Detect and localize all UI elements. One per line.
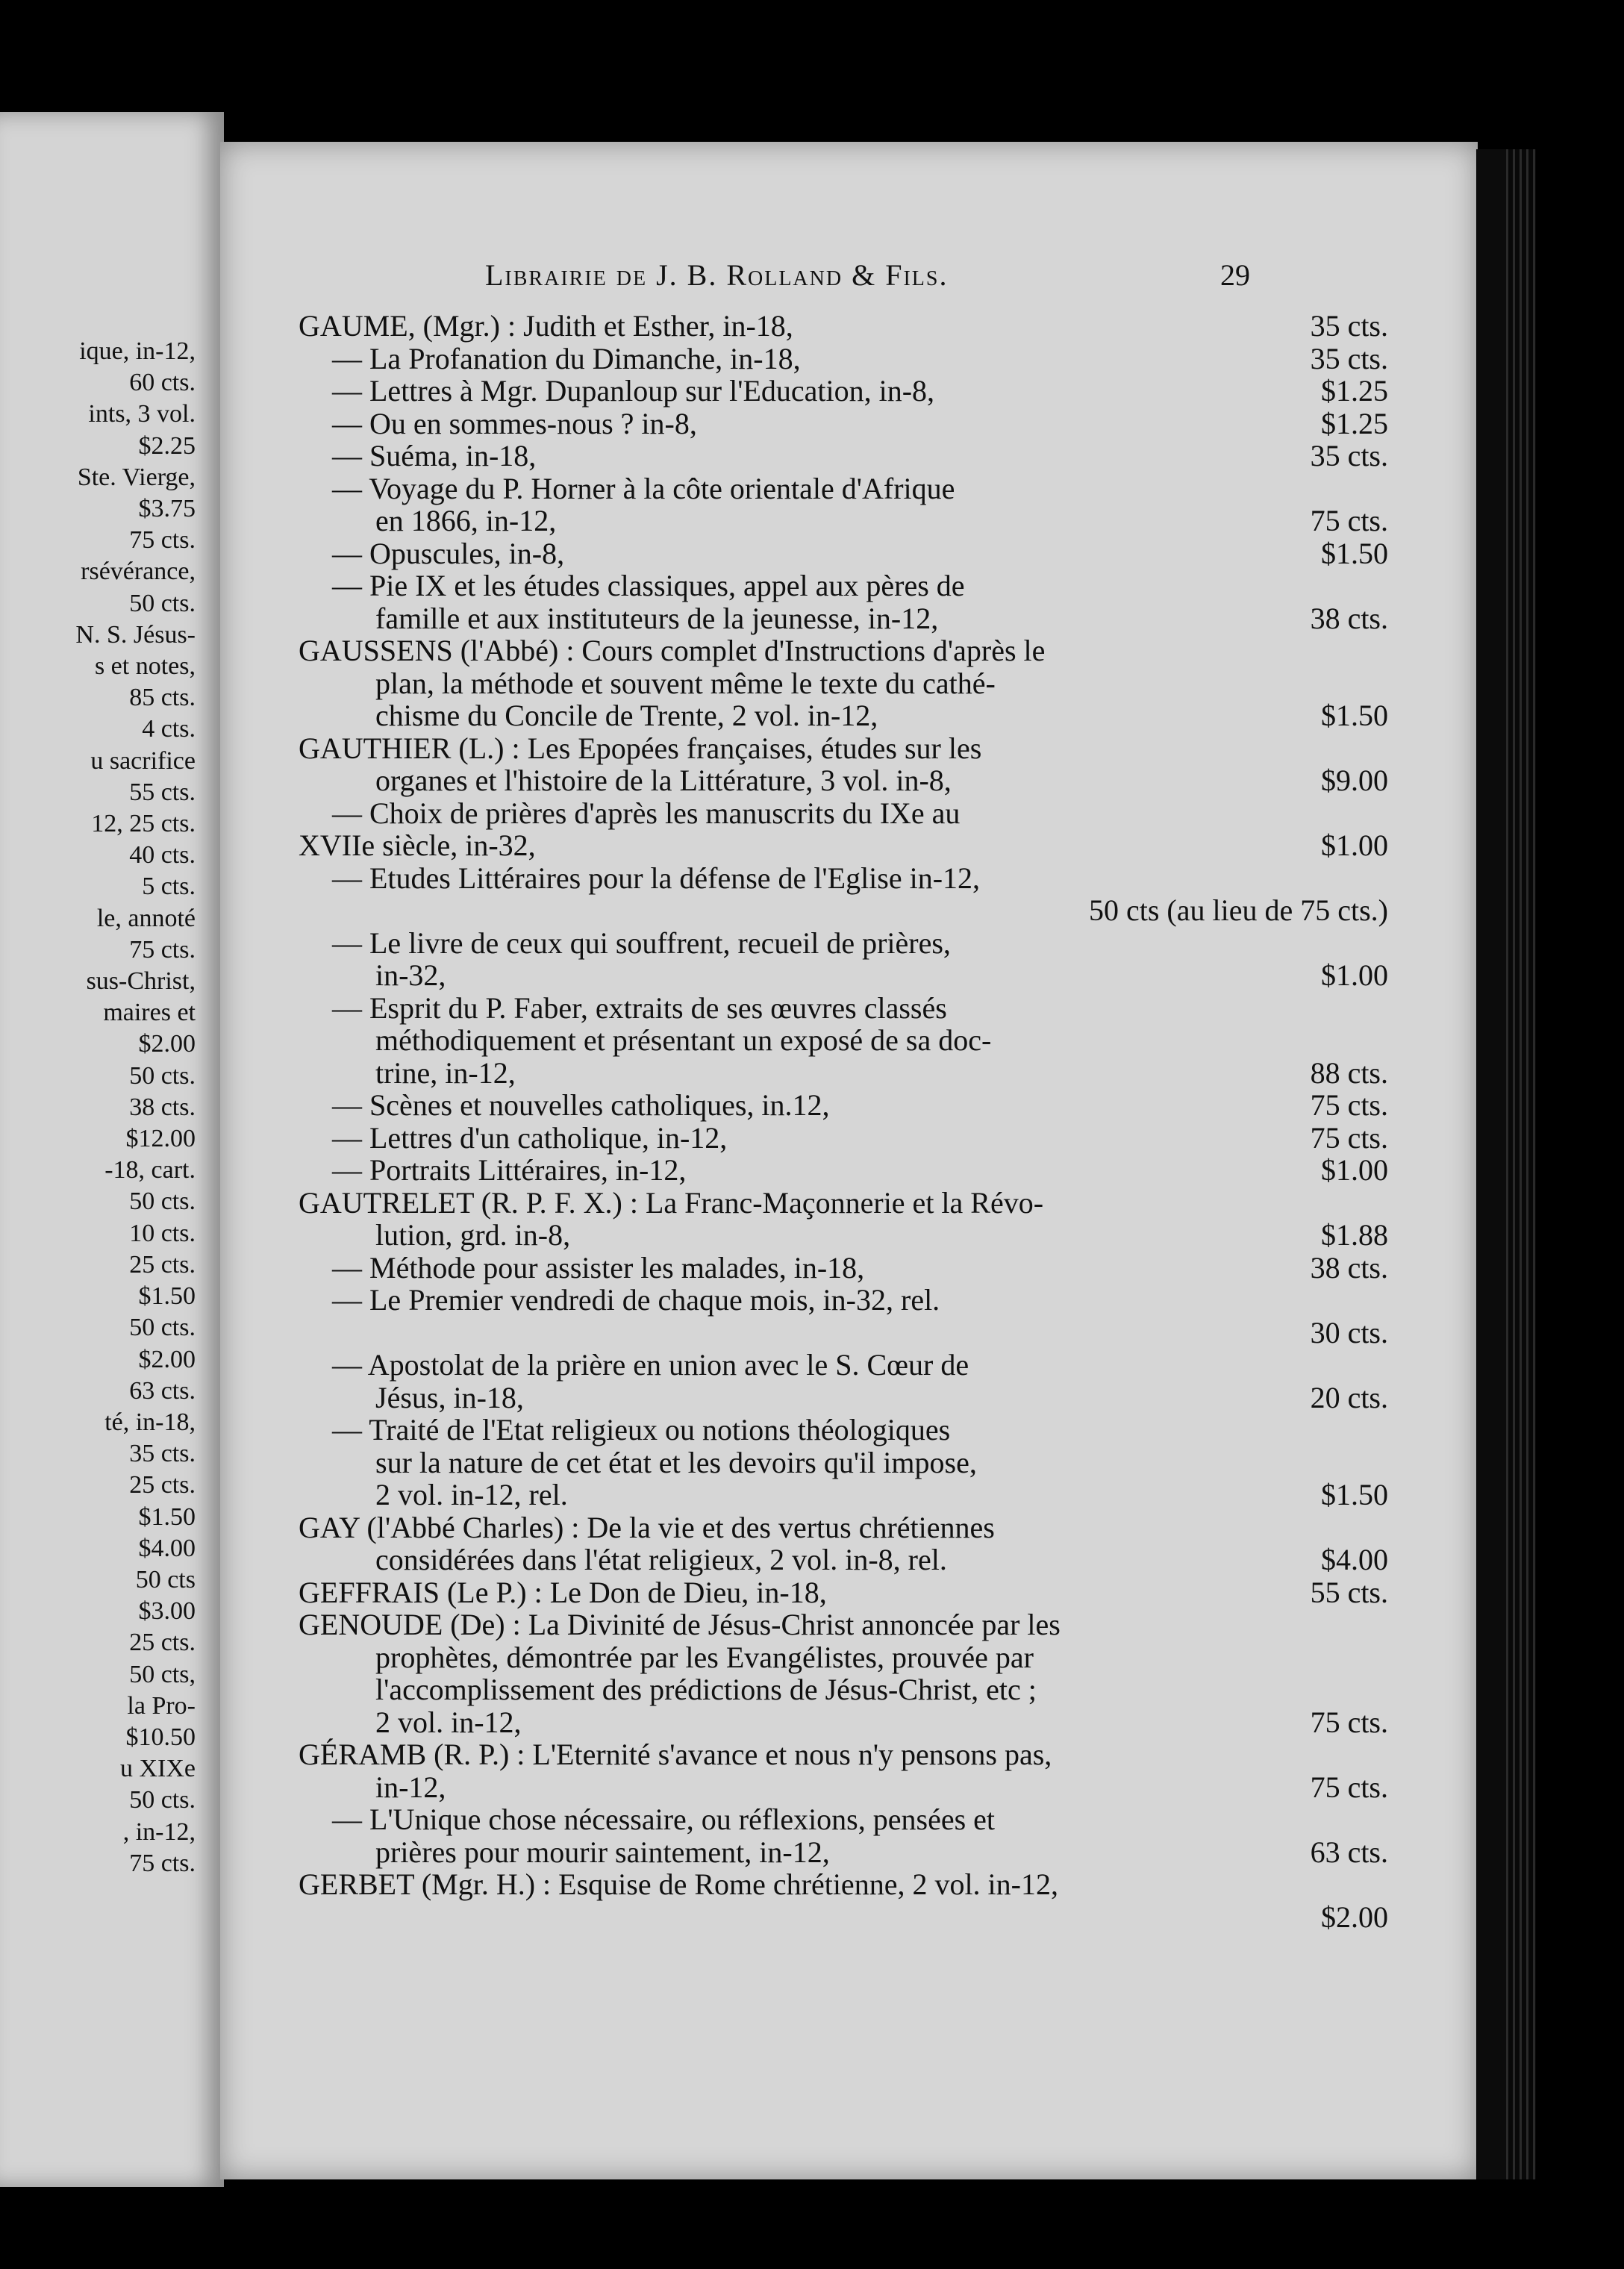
entry-line <box>220 1901 1478 1934</box>
entry-line <box>220 310 1478 343</box>
previous-page-line: u XIXe <box>119 1755 196 1783</box>
previous-page-line: le, annoté <box>96 904 196 932</box>
entry-price: 75 cts. <box>1310 504 1388 537</box>
previous-page-line: 55 cts. <box>129 778 196 806</box>
entry-line <box>220 537 1478 570</box>
entry-line <box>220 1608 1478 1641</box>
previous-page-line: 50 cts <box>135 1565 196 1594</box>
entry-price: $1.00 <box>1321 1153 1388 1187</box>
entry-text: — Etudes Littéraires pour la défense de l'Eglise in-12, <box>332 861 981 895</box>
entry-price: $9.00 <box>1321 764 1388 797</box>
entry-price: 75 cts. <box>1310 1120 1388 1155</box>
previous-page-line: 75 cts. <box>129 526 196 555</box>
previous-page-line: 25 cts. <box>129 1629 196 1657</box>
entry-price: 38 cts. <box>1310 601 1388 635</box>
entry-line <box>220 1479 1478 1511</box>
entry-price: $1.50 <box>1321 536 1388 570</box>
entry-line <box>220 602 1478 635</box>
running-head: Librairie de J. B. Rolland & Fils. <box>485 258 949 292</box>
entry-price: $2.00 <box>1321 1900 1388 1934</box>
entry-text: prophètes, démontrée par les Evangélistes, prouvée par <box>375 1640 1034 1674</box>
entry-text: en 1866, in-12, <box>375 504 557 537</box>
entry-line <box>220 1219 1478 1252</box>
previous-page-line: $2.00 <box>138 1030 196 1058</box>
entry-line <box>220 1349 1478 1382</box>
entry-price: 75 cts. <box>1310 1088 1388 1122</box>
entry-line <box>220 959 1478 992</box>
entry-text: 2 vol. in-12, <box>375 1705 522 1739</box>
entry-line <box>220 634 1478 667</box>
entry-line <box>220 1187 1478 1220</box>
entry-text: GAY (l'Abbé Charles) : De la vie et des vertus chrétiennes <box>299 1510 995 1544</box>
entry-text: lution, grd. in-8, <box>375 1218 571 1252</box>
entry-text: — Le livre de ceux qui souffrent, recueil de prières, <box>332 926 951 960</box>
entry-text: — Lettres d'un catholique, in-12, <box>332 1120 728 1155</box>
entry-text: organes et l'histoire de la Littérature, 3 vol. in-8, <box>375 764 952 797</box>
previous-page-line: -18, cart. <box>104 1156 196 1185</box>
page-edges <box>1506 149 1536 2179</box>
catalogue-page <box>220 142 1478 2179</box>
entry-text: GENOUDE (De) : La Divinité de Jésus-Christ annoncée par les <box>299 1608 1061 1641</box>
entry-text: — Scènes et nouvelles catholiques, in.12, <box>332 1088 830 1122</box>
previous-page-line: maires et <box>103 999 196 1027</box>
previous-page-line: 50 cts. <box>129 589 196 617</box>
entry-line <box>220 1252 1478 1285</box>
previous-page-line: $4.00 <box>138 1534 196 1562</box>
entry-text: chisme du Concile de Trente, 2 vol. in-12, <box>375 699 878 732</box>
entry-price: 88 cts. <box>1310 1055 1388 1090</box>
previous-page-line: 50 cts. <box>129 1187 196 1216</box>
entry-text: 2 vol. in-12, rel. <box>375 1478 568 1511</box>
previous-page-lines <box>0 336 196 1879</box>
previous-page-line: s et notes, <box>94 652 196 681</box>
entry-text: — Choix de prières d'après les manuscrits du IXe au <box>332 796 961 830</box>
previous-page-line: rsévérance, <box>81 558 196 586</box>
entry-text: considérées dans l'état religieux, 2 vol. in-8, rel. <box>375 1543 947 1576</box>
entry-text: GAUTRELET (R. P. F. X.) : La Franc-Maçonnerie et la Révo- <box>299 1185 1044 1220</box>
entry-text: GAUTHIER (L.) : Les Epopées françaises, études sur les <box>299 731 982 765</box>
entry-text: — Traité de l'Etat religieux ou notions théologiques <box>332 1413 951 1446</box>
entry-line <box>220 505 1478 537</box>
previous-page-line: 50 cts. <box>129 1786 196 1814</box>
entry-text: — Suéma, in-18, <box>332 439 537 472</box>
entry-price: $1.00 <box>1321 828 1388 862</box>
entry-line <box>220 797 1478 830</box>
previous-page-fragment <box>0 112 224 2187</box>
previous-page-line: 38 cts. <box>129 1093 196 1121</box>
entry-line <box>220 1836 1478 1869</box>
previous-page-line: sus-Christ, <box>86 967 196 996</box>
previous-page-line: 35 cts. <box>129 1440 196 1468</box>
entry-line <box>220 732 1478 765</box>
entry-price: $1.50 <box>1321 1478 1388 1511</box>
entry-line <box>220 408 1478 440</box>
previous-page-line: 4 cts. <box>142 715 196 743</box>
entry-price: $1.25 <box>1321 374 1388 408</box>
entry-line <box>220 1284 1478 1317</box>
entry-text: Jésus, in-18, <box>375 1380 524 1414</box>
entry-price: $4.00 <box>1321 1543 1388 1576</box>
previous-page-line: ints, 3 vol. <box>88 400 196 428</box>
previous-page-line: u sacrifice <box>90 746 196 775</box>
entry-line <box>220 1446 1478 1479</box>
entry-line <box>220 375 1478 408</box>
book-gutter <box>1476 149 1506 2179</box>
entry-line <box>220 992 1478 1025</box>
entry-line <box>220 764 1478 797</box>
entry-price: 75 cts. <box>1310 1705 1388 1739</box>
previous-page-line: $1.50 <box>138 1502 196 1531</box>
entry-text: — Portraits Littéraires, in-12, <box>332 1153 687 1187</box>
entry-line <box>220 1511 1478 1544</box>
entry-line <box>220 699 1478 732</box>
previous-page-line: 5 cts. <box>142 873 196 901</box>
entry-line <box>220 1771 1478 1804</box>
entry-text: — Ou en sommes-nous ? in-8, <box>332 406 697 440</box>
previous-page-line: 85 cts. <box>129 684 196 712</box>
entry-text: — L'Unique chose nécessaire, ou réflexions, pensées et <box>332 1803 996 1836</box>
previous-page-line: 25 cts. <box>129 1471 196 1499</box>
entry-line <box>220 1057 1478 1090</box>
previous-page-line: ique, in-12, <box>79 337 196 365</box>
entry-price: 35 cts. <box>1310 439 1388 472</box>
page-header <box>220 258 1478 302</box>
entry-line <box>220 1317 1478 1349</box>
entry-line <box>220 862 1478 895</box>
previous-page-line: 50 cts, <box>129 1660 196 1688</box>
entry-text: in-12, <box>375 1770 446 1804</box>
entry-text: — Voyage du P. Horner à la côte orientale d'Afrique <box>332 471 955 505</box>
entry-text: GÉRAMB (R. P.) : L'Eternité s'avance et nous n'y pensons pas, <box>299 1738 1052 1771</box>
previous-page-line: 75 cts. <box>129 935 196 964</box>
entry-price: 50 cts (au lieu de 75 cts.) <box>1089 893 1388 927</box>
entry-line <box>220 472 1478 505</box>
entry-text: XVIIe siècle, in-32, <box>299 828 536 862</box>
previous-page-line: , in-12, <box>122 1817 196 1846</box>
previous-page-line: 50 cts. <box>129 1061 196 1090</box>
entry-line <box>220 1576 1478 1609</box>
entry-text: prières pour mourir saintement, in-12, <box>375 1835 830 1869</box>
entry-text: — Lettres à Mgr. Dupanloup sur l'Education, in-8, <box>332 374 935 408</box>
entry-text: — Le Premier vendredi de chaque mois, in-32, rel. <box>332 1283 940 1317</box>
entry-text: famille et aux instituteurs de la jeunesse, in-12, <box>375 601 939 635</box>
entry-price: 75 cts. <box>1310 1770 1388 1804</box>
entry-text: — Pie IX et les études classiques, appel aux pères de <box>332 569 965 602</box>
previous-page-line: N. S. Jésus- <box>75 620 196 649</box>
entry-price: 38 cts. <box>1310 1250 1388 1285</box>
entry-line <box>220 1738 1478 1771</box>
entry-price: $1.50 <box>1321 699 1388 732</box>
previous-page-line: $3.00 <box>138 1597 196 1626</box>
entry-text: l'accomplissement des prédictions de Jésus-Christ, etc ; <box>375 1673 1037 1706</box>
entry-line <box>220 1154 1478 1187</box>
entry-line <box>220 1868 1478 1901</box>
entry-text: méthodiquement et présentant un exposé de sa doc- <box>375 1023 992 1057</box>
entry-text: GEFFRAIS (Le P.) : Le Don de Dieu, in-18, <box>299 1575 827 1609</box>
previous-page-line: 12, 25 cts. <box>91 810 196 838</box>
entry-price: 30 cts. <box>1310 1315 1388 1349</box>
previous-page-line: $10.50 <box>125 1723 196 1751</box>
entry-line <box>220 1641 1478 1674</box>
entry-text: — Opuscules, in-8, <box>332 536 565 570</box>
entry-price: 35 cts. <box>1310 341 1388 375</box>
previous-page-line: la Pro- <box>127 1691 196 1720</box>
entry-line <box>220 1414 1478 1446</box>
entry-line <box>220 1544 1478 1576</box>
entry-line <box>220 1089 1478 1122</box>
previous-page-line: 10 cts. <box>129 1219 196 1247</box>
catalogue-entries <box>220 310 1478 1933</box>
page-number: 29 <box>1220 258 1250 292</box>
previous-page-line: $12.00 <box>125 1125 196 1153</box>
entry-text: — Esprit du P. Faber, extraits de ses œuvres classés <box>332 990 947 1025</box>
entry-text: — Apostolat de la prière en union avec le S. Cœur de <box>332 1348 969 1382</box>
entry-text: in-32, <box>375 958 446 992</box>
previous-page-line: $2.25 <box>138 431 196 460</box>
entry-line <box>220 1706 1478 1739</box>
previous-page-line: té, in-18, <box>104 1408 196 1436</box>
entry-line <box>220 343 1478 375</box>
entry-price: 35 cts. <box>1310 309 1388 343</box>
entry-line <box>220 1803 1478 1836</box>
entry-line <box>220 927 1478 960</box>
previous-page-line: 40 cts. <box>129 841 196 870</box>
entry-text: plan, la méthode et souvent même le texte du cathé- <box>375 666 996 700</box>
entry-price: 55 cts. <box>1310 1575 1388 1609</box>
entry-line <box>220 1024 1478 1057</box>
entry-text: sur la nature de cet état et les devoirs qu'il impose, <box>375 1445 977 1479</box>
entry-line <box>220 1382 1478 1414</box>
entry-line <box>220 894 1478 927</box>
previous-page-line: 50 cts. <box>129 1314 196 1342</box>
entry-text: GAUME, (Mgr.) : Judith et Esther, in-18, <box>299 309 793 343</box>
entry-price: $1.88 <box>1321 1218 1388 1252</box>
entry-line <box>220 1673 1478 1706</box>
previous-page-line: Ste. Vierge, <box>77 463 196 491</box>
entry-line <box>220 440 1478 472</box>
entry-text: trine, in-12, <box>375 1055 516 1090</box>
entry-price: $1.25 <box>1321 406 1388 440</box>
entry-price: 63 cts. <box>1310 1835 1388 1869</box>
entry-text: GAUSSENS (l'Abbé) : Cours complet d'Instructions d'après le <box>299 634 1046 667</box>
entry-line <box>220 667 1478 700</box>
previous-page-line: $3.75 <box>138 495 196 523</box>
previous-page-line: 25 cts. <box>129 1250 196 1279</box>
previous-page-line: $2.00 <box>138 1345 196 1373</box>
entry-text: GERBET (Mgr. H.) : Esquise de Rome chrétienne, 2 vol. in-12, <box>299 1867 1058 1901</box>
entry-line <box>220 1122 1478 1155</box>
entry-line <box>220 569 1478 602</box>
entry-price: 20 cts. <box>1310 1380 1388 1414</box>
previous-page-line: 75 cts. <box>129 1849 196 1877</box>
entry-price: $1.00 <box>1321 958 1388 992</box>
previous-page-line: 63 cts. <box>129 1376 196 1405</box>
previous-page-line: $1.50 <box>138 1282 196 1311</box>
entry-text: — Méthode pour assister les malades, in-18, <box>332 1250 865 1285</box>
entry-line <box>220 829 1478 862</box>
entry-text: — La Profanation du Dimanche, in-18, <box>332 341 801 375</box>
previous-page-line: 60 cts. <box>129 369 196 397</box>
